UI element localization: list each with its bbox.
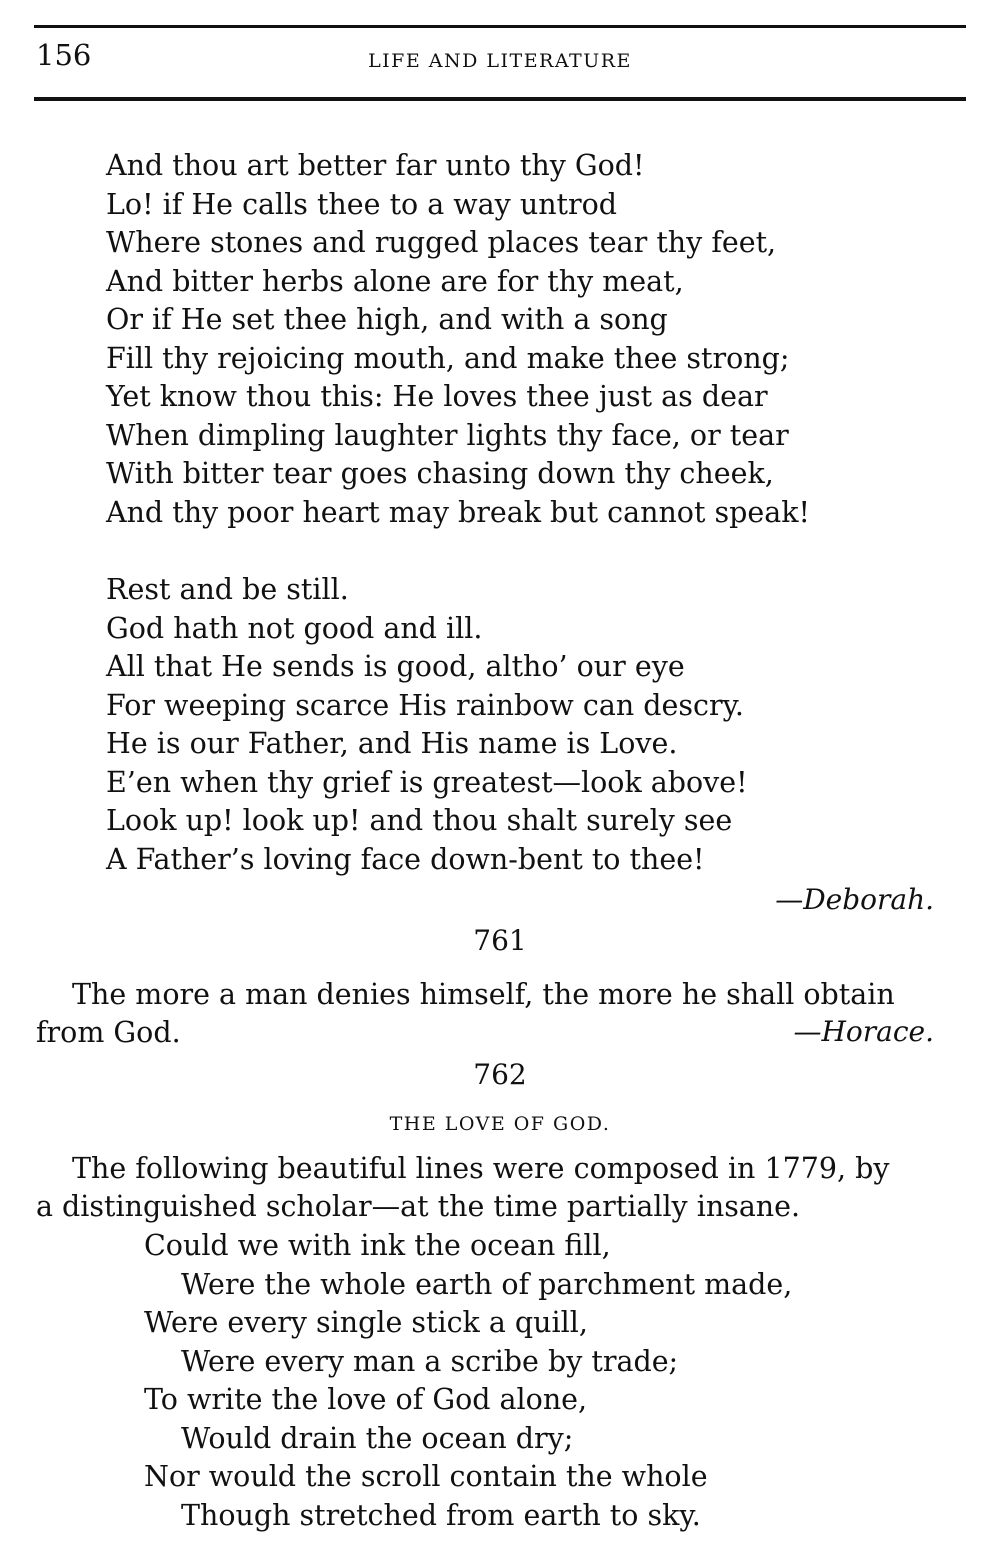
poem-line: Look up! look up! and thou shalt surely see <box>106 804 733 837</box>
poem-line: Where stones and rugged places tear thy feet, <box>106 226 777 259</box>
poem-line: E’en when thy grief is greatest—look above! <box>106 765 748 799</box>
poem-line: Were every single stick a quill, <box>144 1306 588 1339</box>
poem-line: With bitter tear goes chasing down thy cheek, <box>106 457 774 490</box>
quote-text-line: from God. <box>36 1016 181 1049</box>
poem-line: When dimpling laughter lights thy face, or tear <box>106 418 789 452</box>
attribution-horace: —Horace. <box>793 1015 934 1048</box>
section-title: THE LOVE OF GOD. <box>389 1113 611 1135</box>
poem-line-indented: Would drain the ocean dry; <box>181 1421 574 1455</box>
poem-line: For weeping scarce His rainbow can descry. <box>106 688 744 722</box>
poem-line: He is our Father, and His name is Love. <box>106 727 678 760</box>
running-title: LIFE AND LITERATURE <box>368 50 632 72</box>
header-bottom-rule <box>34 97 966 101</box>
entry-number-762: 762 <box>473 1058 527 1091</box>
page-number: 156 <box>36 38 92 72</box>
poem-stanza-2 <box>106 571 748 879</box>
poem-line: God hath not good and ill. <box>106 611 483 645</box>
poem-line: Lo! if He calls thee to a way untrod <box>106 187 618 221</box>
poem-line: A Father’s loving face down-bent to thee! <box>106 842 705 876</box>
poem-line: All that He sends is good, altho’ our eye <box>106 650 685 683</box>
poem-stanza-1 <box>106 147 810 532</box>
intro-text-line: The following beautiful lines were composed in 1779, by <box>72 1152 890 1185</box>
poem-line: And thy poor heart may break but cannot speak! <box>106 495 810 529</box>
poem-line: Rest and be still. <box>106 573 349 606</box>
entry-number-761: 761 <box>473 924 527 957</box>
poem-line: Could we with ink the ocean fill, <box>144 1229 611 1262</box>
attribution-deborah: —Deborah. <box>775 883 934 916</box>
quote-text-line: The more a man denies himself, the more he shall obtain <box>72 978 895 1011</box>
poem-line: Yet know thou this: He loves thee just as dear <box>106 380 768 413</box>
poem-line-indented: Were every man a scribe by trade; <box>181 1344 679 1378</box>
poem-line-indented: Though stretched from earth to sky. <box>181 1498 701 1532</box>
love-of-god-poem <box>144 1227 792 1535</box>
header-top-rule <box>34 25 966 28</box>
intro-text-line: a distinguished scholar—at the time partially insane. <box>36 1190 801 1223</box>
poem-line-indented: Were the whole earth of parchment made, <box>181 1267 793 1301</box>
poem-line: And thou art better far unto thy God! <box>106 149 645 182</box>
poem-line: To write the love of God alone, <box>144 1383 588 1416</box>
poem-line: Or if He set thee high, and with a song <box>106 303 668 336</box>
poem-line: And bitter herbs alone are for thy meat, <box>106 264 684 298</box>
poem-line: Nor would the scroll contain the whole <box>144 1460 708 1493</box>
poem-line: Fill thy rejoicing mouth, and make thee strong; <box>106 341 790 375</box>
